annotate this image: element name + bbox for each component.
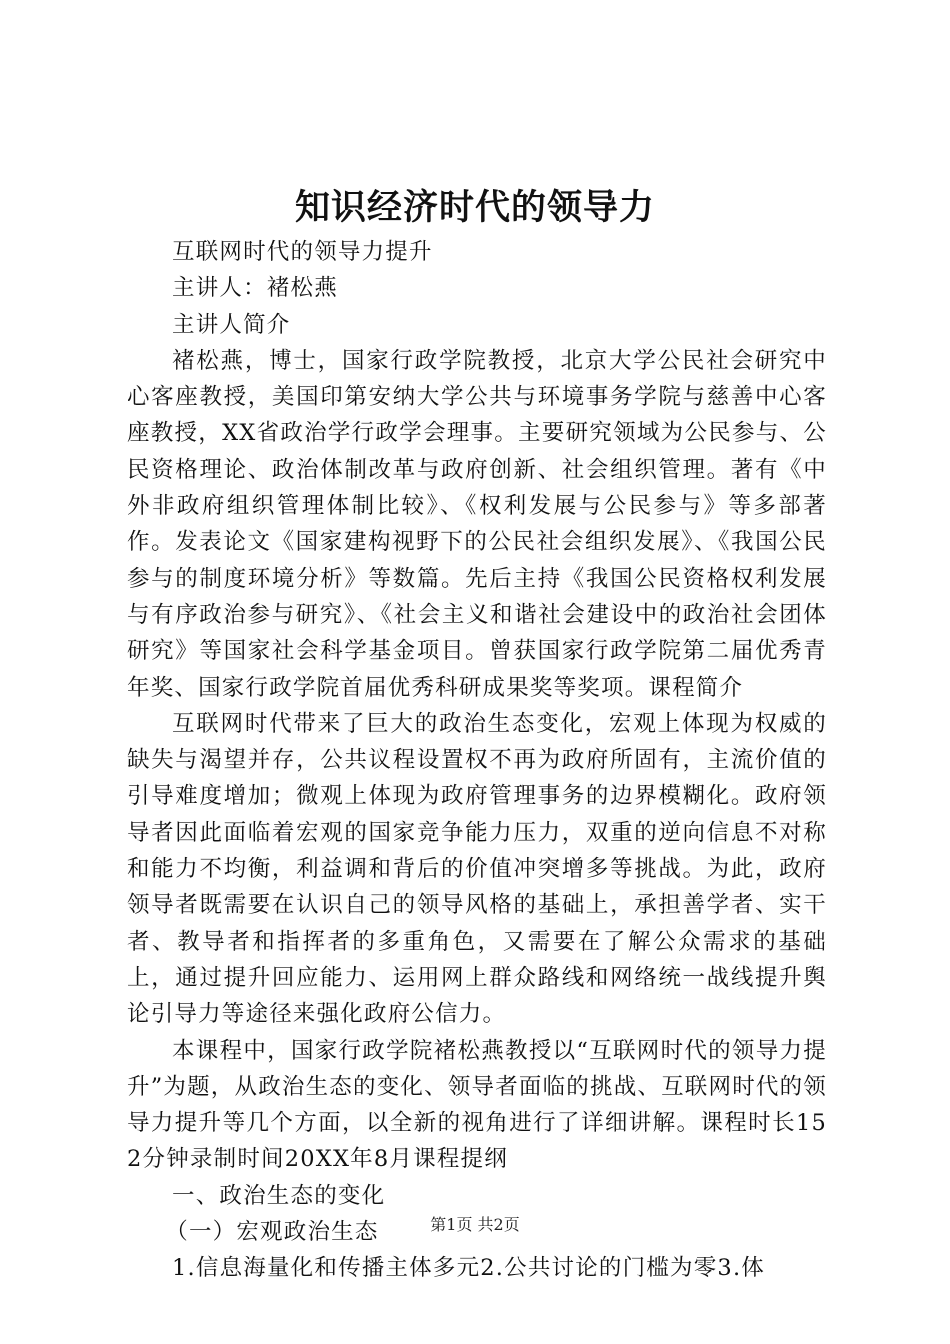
outline-subsection-heading: （一）宏观政治生态 (165, 1219, 379, 1246)
speaker-bio-paragraph: 褚松燕，博士，国家行政学院教授，北京大学公民社会研究中心客座教授，美国印第安纳大学公共与环境事务学院与慈善中心客座教授，XX省政治学行政学会理事。主要研究领域为公民参与、公民资格理论、政治体制改革与政府创新、社会组织管理。著有《中外非政府组织管理体制比较》、《权利发展与公民参与》等多部著作。发表论文《国家建构视野下的公民社会组织发展》、《我国公民参与的制度环境分析》等数篇。先后主持《我国公民资格权利发展与有序政治参与研究》、《社会主义和谐社会建设中的政治社会团体研究》等国家社会科学基金项目。曾获国家行政学院第二届优秀青年奖、国家行政学院首届优秀科研成果奖等奖项。课程简介 (127, 347, 827, 701)
outline-section-heading: 一、政治生态的变化 (172, 1182, 386, 1209)
page-number-footer: 第1页 共2页 (430, 1215, 520, 1234)
outline-items-line: 1.信息海量化和传播主体多元2.公共讨论的门槛为零3.体 (172, 1255, 766, 1282)
document-title: 知识经济时代的领导力 (294, 187, 655, 228)
course-intro-paragraph: 互联网时代带来了巨大的政治生态变化，宏观上体现为权威的缺失与渴望并存，公共议程设置权不再为政府所固有，主流价值的引导难度增加；微观上体现为政府管理事务的边界模糊化。政府领导者因此面临着宏观的国家竞争能力压力，双重的逆向信息不对称和能力不均衡，利益调和背后的价值冲突增多等挑战。为此，政府领导者既需要在认识自己的领导风格的基础上，承担善学者、实干者、教导者和指挥者的多重角色，又需要在了解公众需求的基础上，通过提升回应能力、运用网上群众路线和网络统一战线提升舆论引导力等途径来强化政府公信力。 (127, 710, 827, 1028)
speaker-line: 主讲人：褚松燕 (172, 275, 338, 302)
speaker-intro-label: 主讲人简介 (172, 311, 291, 338)
course-summary-paragraph: 本课程中，国家行政学院褚松燕教授以“互联网时代的领导力提升”为题，从政治生态的变化、领导者面临的挑战、互联网时代的领导力提升等几个方面，以全新的视角进行了详细讲解。课程时长152分钟录制时间20XX年8月课程提纲 (127, 1037, 828, 1173)
subtitle-line: 互联网时代的领导力提升 (172, 239, 433, 265)
document-body (127, 234, 827, 1287)
